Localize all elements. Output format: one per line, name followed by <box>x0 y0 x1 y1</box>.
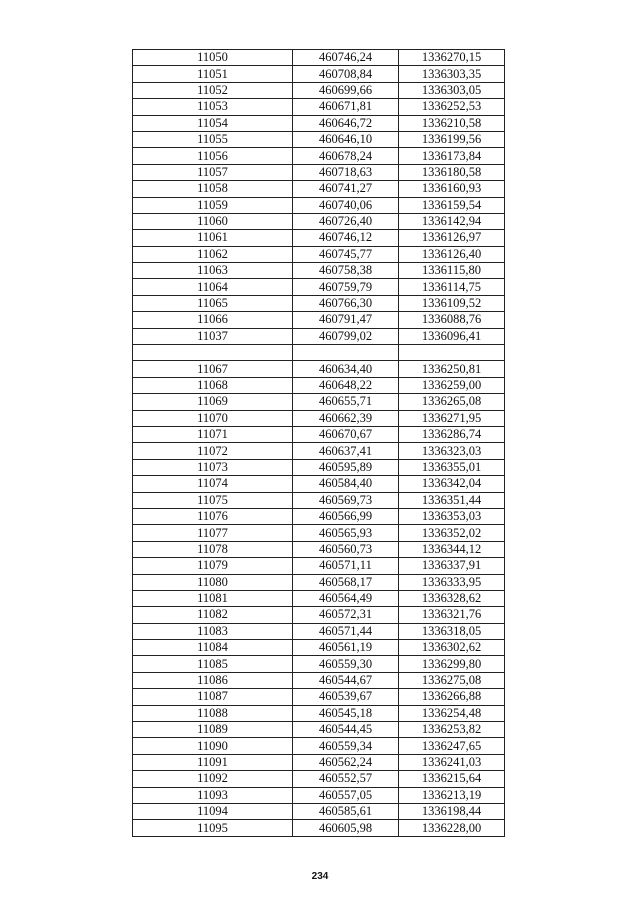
x-coordinate-cell: 460544,67 <box>293 672 399 688</box>
x-coordinate-cell: 460637,41 <box>293 443 399 459</box>
table-row <box>133 164 505 180</box>
x-coordinate-cell: 460646,72 <box>293 115 399 131</box>
point-number-cell: 11089 <box>133 722 293 738</box>
x-coordinate-cell: 460564,49 <box>293 590 399 606</box>
x-coordinate-cell: 460571,11 <box>293 558 399 574</box>
x-coordinate-cell: 460560,73 <box>293 541 399 557</box>
table-row <box>133 492 505 508</box>
table-row <box>133 722 505 738</box>
y-coordinate-cell: 1336096,41 <box>399 328 505 344</box>
table-row <box>133 803 505 819</box>
table-row <box>133 99 505 115</box>
y-coordinate-cell: 1336241,03 <box>399 754 505 770</box>
table-row <box>133 246 505 262</box>
y-coordinate-cell <box>399 345 505 361</box>
y-coordinate-cell: 1336247,65 <box>399 738 505 754</box>
y-coordinate-cell: 1336342,04 <box>399 476 505 492</box>
table-row <box>133 623 505 639</box>
y-coordinate-cell: 1336173,84 <box>399 148 505 164</box>
point-number-cell: 11095 <box>133 820 293 836</box>
point-number-cell: 11065 <box>133 295 293 311</box>
y-coordinate-cell: 1336115,80 <box>399 263 505 279</box>
point-number-cell: 11083 <box>133 623 293 639</box>
point-number-cell: 11087 <box>133 689 293 705</box>
y-coordinate-cell: 1336160,93 <box>399 181 505 197</box>
table-row <box>133 672 505 688</box>
x-coordinate-cell <box>293 345 399 361</box>
coordinates-table <box>132 49 505 837</box>
x-coordinate-cell: 460562,24 <box>293 754 399 770</box>
y-coordinate-cell: 1336180,58 <box>399 164 505 180</box>
point-number-cell: 11069 <box>133 394 293 410</box>
table-row <box>133 443 505 459</box>
table-row <box>133 279 505 295</box>
x-coordinate-cell: 460726,40 <box>293 213 399 229</box>
table-row <box>133 689 505 705</box>
x-coordinate-cell: 460699,66 <box>293 82 399 98</box>
point-number-cell <box>133 345 293 361</box>
point-number-cell: 11085 <box>133 656 293 672</box>
y-coordinate-cell: 1336210,58 <box>399 115 505 131</box>
point-number-cell: 11079 <box>133 558 293 574</box>
x-coordinate-cell: 460758,38 <box>293 263 399 279</box>
y-coordinate-cell: 1336254,48 <box>399 705 505 721</box>
y-coordinate-cell: 1336250,81 <box>399 361 505 377</box>
point-number-cell: 11092 <box>133 771 293 787</box>
point-number-cell: 11094 <box>133 803 293 819</box>
x-coordinate-cell: 460662,39 <box>293 410 399 426</box>
y-coordinate-cell: 1336252,53 <box>399 99 505 115</box>
y-coordinate-cell: 1336198,44 <box>399 803 505 819</box>
y-coordinate-cell: 1336353,03 <box>399 508 505 524</box>
x-coordinate-cell: 460568,17 <box>293 574 399 590</box>
table-row <box>133 738 505 754</box>
page-number: 234 <box>311 871 329 882</box>
point-number-cell: 11056 <box>133 148 293 164</box>
point-number-cell: 11063 <box>133 263 293 279</box>
coordinates-table-body <box>133 50 505 837</box>
point-number-cell: 11062 <box>133 246 293 262</box>
x-coordinate-cell: 460799,02 <box>293 328 399 344</box>
table-row <box>133 295 505 311</box>
table-row <box>133 312 505 328</box>
point-number-cell: 11055 <box>133 131 293 147</box>
table-row <box>133 558 505 574</box>
y-coordinate-cell: 1336333,95 <box>399 574 505 590</box>
x-coordinate-cell: 460741,27 <box>293 181 399 197</box>
table-row <box>133 66 505 82</box>
table-row <box>133 525 505 541</box>
table-row <box>133 394 505 410</box>
x-coordinate-cell: 460605,98 <box>293 820 399 836</box>
point-number-cell: 11091 <box>133 754 293 770</box>
y-coordinate-cell: 1336088,76 <box>399 312 505 328</box>
y-coordinate-cell: 1336286,74 <box>399 426 505 442</box>
x-coordinate-cell: 460545,18 <box>293 705 399 721</box>
x-coordinate-cell: 460634,40 <box>293 361 399 377</box>
y-coordinate-cell: 1336303,35 <box>399 66 505 82</box>
y-coordinate-cell: 1336159,54 <box>399 197 505 213</box>
y-coordinate-cell: 1336266,88 <box>399 689 505 705</box>
y-coordinate-cell: 1336215,64 <box>399 771 505 787</box>
table-row <box>133 197 505 213</box>
y-coordinate-cell: 1336355,01 <box>399 459 505 475</box>
point-number-cell: 11090 <box>133 738 293 754</box>
point-number-cell: 11078 <box>133 541 293 557</box>
x-coordinate-cell: 460740,06 <box>293 197 399 213</box>
table-row <box>133 820 505 836</box>
point-number-cell: 11061 <box>133 230 293 246</box>
x-coordinate-cell: 460759,79 <box>293 279 399 295</box>
table-row <box>133 50 505 66</box>
point-number-cell: 11084 <box>133 640 293 656</box>
table-row <box>133 131 505 147</box>
x-coordinate-cell: 460544,45 <box>293 722 399 738</box>
table-row <box>133 574 505 590</box>
x-coordinate-cell: 460572,31 <box>293 607 399 623</box>
y-coordinate-cell: 1336271,95 <box>399 410 505 426</box>
x-coordinate-cell: 460718,63 <box>293 164 399 180</box>
y-coordinate-cell: 1336228,00 <box>399 820 505 836</box>
y-coordinate-cell: 1336259,00 <box>399 377 505 393</box>
table-row <box>133 656 505 672</box>
point-number-cell: 11064 <box>133 279 293 295</box>
point-number-cell: 11051 <box>133 66 293 82</box>
x-coordinate-cell: 460585,61 <box>293 803 399 819</box>
point-number-cell: 11088 <box>133 705 293 721</box>
point-number-cell: 11074 <box>133 476 293 492</box>
y-coordinate-cell: 1336265,08 <box>399 394 505 410</box>
y-coordinate-cell: 1336323,03 <box>399 443 505 459</box>
x-coordinate-cell: 460791,47 <box>293 312 399 328</box>
x-coordinate-cell: 460746,24 <box>293 50 399 66</box>
point-number-cell: 11053 <box>133 99 293 115</box>
point-number-cell: 11082 <box>133 607 293 623</box>
y-coordinate-cell: 1336337,91 <box>399 558 505 574</box>
x-coordinate-cell: 460559,30 <box>293 656 399 672</box>
x-coordinate-cell: 460569,73 <box>293 492 399 508</box>
y-coordinate-cell: 1336270,15 <box>399 50 505 66</box>
y-coordinate-cell: 1336318,05 <box>399 623 505 639</box>
x-coordinate-cell: 460671,81 <box>293 99 399 115</box>
y-coordinate-cell: 1336321,76 <box>399 607 505 623</box>
y-coordinate-cell: 1336126,97 <box>399 230 505 246</box>
table-row <box>133 771 505 787</box>
table-row <box>133 361 505 377</box>
point-number-cell: 11067 <box>133 361 293 377</box>
table-row <box>133 410 505 426</box>
x-coordinate-cell: 460552,57 <box>293 771 399 787</box>
y-coordinate-cell: 1336109,52 <box>399 295 505 311</box>
x-coordinate-cell: 460655,71 <box>293 394 399 410</box>
table-row <box>133 345 505 361</box>
table-row <box>133 263 505 279</box>
point-number-cell: 11050 <box>133 50 293 66</box>
table-row <box>133 426 505 442</box>
table-row <box>133 82 505 98</box>
table-row <box>133 705 505 721</box>
point-number-cell: 11058 <box>133 181 293 197</box>
x-coordinate-cell: 460571,44 <box>293 623 399 639</box>
table-row <box>133 754 505 770</box>
point-number-cell: 11068 <box>133 377 293 393</box>
table-row <box>133 640 505 656</box>
x-coordinate-cell: 460648,22 <box>293 377 399 393</box>
point-number-cell: 11075 <box>133 492 293 508</box>
y-coordinate-cell: 1336213,19 <box>399 787 505 803</box>
point-number-cell: 11081 <box>133 590 293 606</box>
x-coordinate-cell: 460746,12 <box>293 230 399 246</box>
point-number-cell: 11086 <box>133 672 293 688</box>
table-row <box>133 328 505 344</box>
point-number-cell: 11073 <box>133 459 293 475</box>
table-row <box>133 181 505 197</box>
table-row <box>133 607 505 623</box>
x-coordinate-cell: 460559,34 <box>293 738 399 754</box>
point-number-cell: 11072 <box>133 443 293 459</box>
y-coordinate-cell: 1336303,05 <box>399 82 505 98</box>
y-coordinate-cell: 1336351,44 <box>399 492 505 508</box>
point-number-cell: 11093 <box>133 787 293 803</box>
x-coordinate-cell: 460745,77 <box>293 246 399 262</box>
point-number-cell: 11059 <box>133 197 293 213</box>
table-row <box>133 508 505 524</box>
point-number-cell: 11054 <box>133 115 293 131</box>
point-number-cell: 11070 <box>133 410 293 426</box>
y-coordinate-cell: 1336302,62 <box>399 640 505 656</box>
y-coordinate-cell: 1336299,80 <box>399 656 505 672</box>
point-number-cell: 11071 <box>133 426 293 442</box>
x-coordinate-cell: 460766,30 <box>293 295 399 311</box>
x-coordinate-cell: 460678,24 <box>293 148 399 164</box>
table-row <box>133 459 505 475</box>
table-row <box>133 230 505 246</box>
table-row <box>133 213 505 229</box>
x-coordinate-cell: 460539,67 <box>293 689 399 705</box>
x-coordinate-cell: 460708,84 <box>293 66 399 82</box>
y-coordinate-cell: 1336275,08 <box>399 672 505 688</box>
y-coordinate-cell: 1336352,02 <box>399 525 505 541</box>
table-row <box>133 787 505 803</box>
point-number-cell: 11060 <box>133 213 293 229</box>
y-coordinate-cell: 1336253,82 <box>399 722 505 738</box>
x-coordinate-cell: 460595,89 <box>293 459 399 475</box>
table-row <box>133 541 505 557</box>
point-number-cell: 11076 <box>133 508 293 524</box>
point-number-cell: 11052 <box>133 82 293 98</box>
table-row <box>133 148 505 164</box>
x-coordinate-cell: 460565,93 <box>293 525 399 541</box>
y-coordinate-cell: 1336114,75 <box>399 279 505 295</box>
table-row <box>133 476 505 492</box>
point-number-cell: 11080 <box>133 574 293 590</box>
x-coordinate-cell: 460584,40 <box>293 476 399 492</box>
x-coordinate-cell: 460646,10 <box>293 131 399 147</box>
point-number-cell: 11066 <box>133 312 293 328</box>
y-coordinate-cell: 1336344,12 <box>399 541 505 557</box>
point-number-cell: 11077 <box>133 525 293 541</box>
y-coordinate-cell: 1336142,94 <box>399 213 505 229</box>
x-coordinate-cell: 460557,05 <box>293 787 399 803</box>
y-coordinate-cell: 1336126,40 <box>399 246 505 262</box>
table-row <box>133 590 505 606</box>
point-number-cell: 11057 <box>133 164 293 180</box>
y-coordinate-cell: 1336199,56 <box>399 131 505 147</box>
y-coordinate-cell: 1336328,62 <box>399 590 505 606</box>
point-number-cell: 11037 <box>133 328 293 344</box>
x-coordinate-cell: 460670,67 <box>293 426 399 442</box>
table-row <box>133 377 505 393</box>
table-row <box>133 115 505 131</box>
x-coordinate-cell: 460566,99 <box>293 508 399 524</box>
x-coordinate-cell: 460561,19 <box>293 640 399 656</box>
